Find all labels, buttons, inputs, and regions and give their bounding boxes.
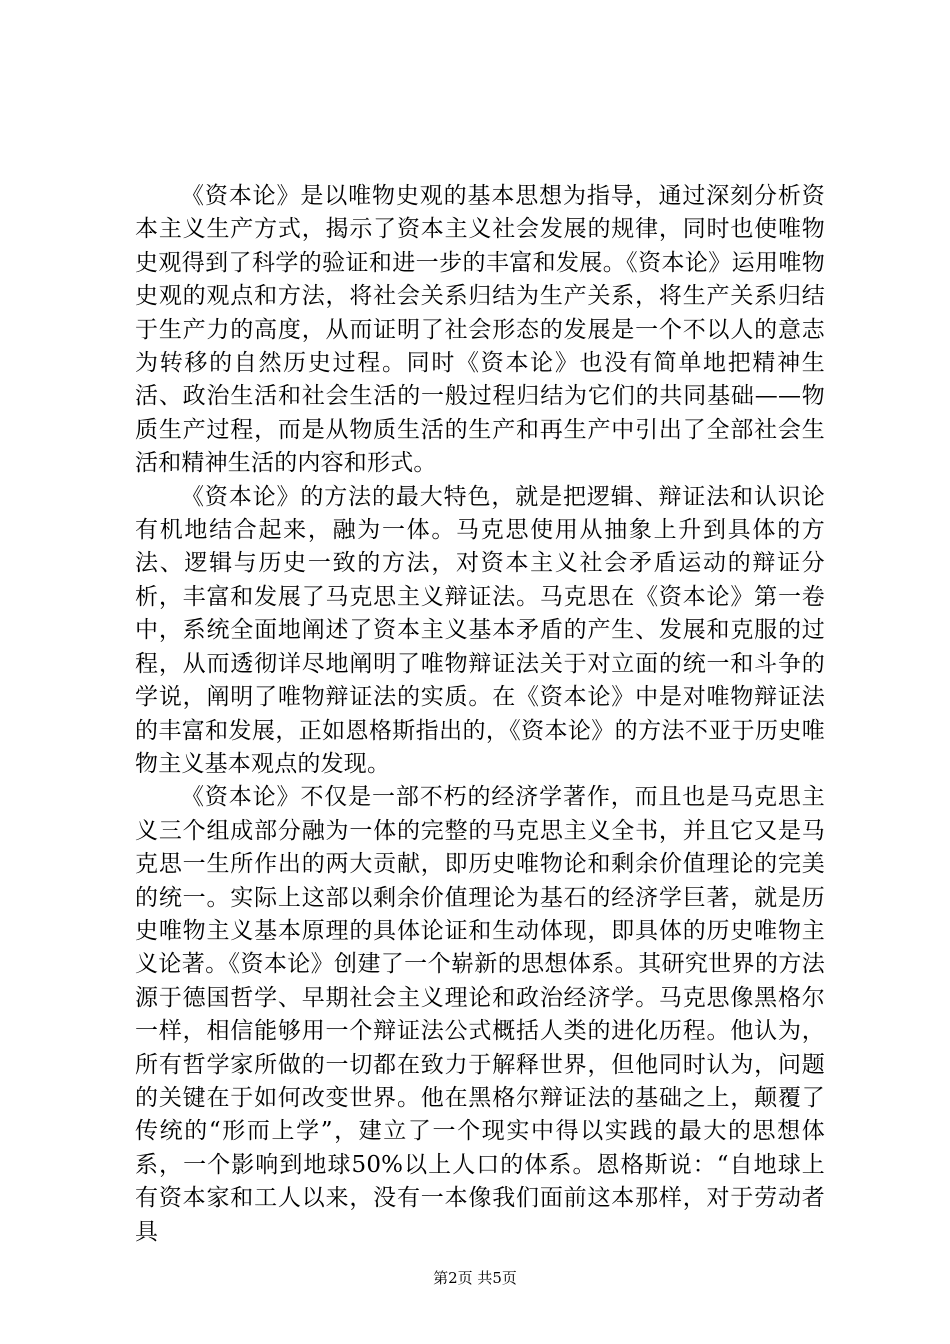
document-body: [135, 180, 825, 1249]
paragraph-1: 《资本论》是以唯物史观的基本思想为指导，通过深刻分析资本主义生产方式，揭示了资本主义社会发展的规律，同时也使唯物史观得到了科学的验证和进一步的丰富和发展。《资本论》运用唯物史观的观点和方法，将社会关系归结为生产关系，将生产关系归结于生产力的高度，从而证明了社会形态的发展是一个不以人的意志为转移的自然历史过程。同时《资本论》也没有简单地把精神生活、政治生活和社会生活的一般过程归结为它们的共同基础——物质生产过程，而是从物质生活的生产和再生产中引出了全部社会生活和精神生活的内容和形式。: [135, 183, 825, 477]
paragraph-2: 《资本论》的方法的最大特色，就是把逻辑、辩证法和认识论有机地结合起来，融为一体。马克思使用从抽象上升到具体的方法、逻辑与历史一致的方法，对资本主义社会矛盾运动的辩证分析，丰富和发展了马克思主义辩证法。马克思在《资本论》第一卷中，系统全面地阐述了资本主义基本矛盾的产生、发展和克服的过程，从而透彻详尽地阐明了唯物辩证法关于对立面的统一和斗争的学说，阐明了唯物辩证法的实质。在《资本论》中是对唯物辩证法的丰富和发展，正如恩格斯指出的，《资本论》的方法不亚于历史唯物主义基本观点的发现。: [135, 483, 825, 777]
page-footer: [0, 1268, 950, 1288]
paragraph-3: 《资本论》不仅是一部不朽的经济学著作，而且也是马克思主义三个组成部分融为一体的完整的马克思主义全书，并且它又是马克思一生所作出的两大贡献，即历史唯物论和剩余价值理论的完美的统一。实际上这部以剩余价值理论为基石的经济学巨著，就是历史唯物主义基本原理的具体论证和生动体现，即具体的历史唯物主义论著。《资本论》创建了一个崭新的思想体系。其研究世界的方法源于德国哲学、早期社会主义理论和政治经济学。马克思像黑格尔一样，相信能够用一个辩证法公式概括人类的进化历程。他认为，所有哲学家所做的一切都在致力于解释世界，但他同时认为，问题的关键在于如何改变世界。他在黑格尔辩证法的基础之上，颠覆了传统的“形而上学”，建立了一个现实中得以实践的最大的思想体系，一个影响到地球50%以上人口的体系。恩格斯说：“自地球上有资本家和工人以来，没有一本像我们面前这本那样，对于劳动者具: [135, 784, 825, 1245]
page-number: 第2页 共5页: [433, 1269, 517, 1287]
